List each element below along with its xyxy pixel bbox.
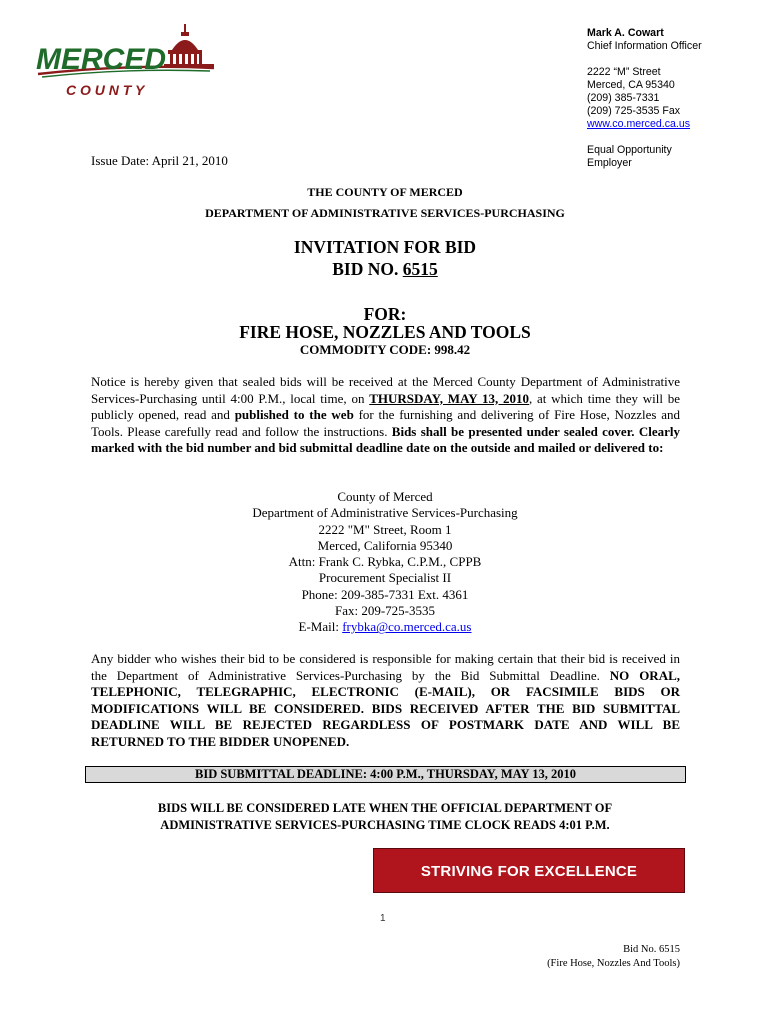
contact-block [587,27,762,170]
contact-name: Mark A. Cowart [587,27,664,39]
notice-deadline-date: THURSDAY, MAY 13, 2010 [369,390,529,406]
contact-title: Chief Information Officer [587,40,702,52]
page-number: 1 [380,913,386,924]
address-line: Attn: Frank C. Rybka, C.P.M., CPPB [288,554,482,570]
late-notice [90,800,680,834]
warning-paragraph [91,651,680,751]
bid-no-label: BID NO. [332,259,403,279]
courthouse-dome-icon [36,24,216,100]
logo-word-merced: MERCED [36,43,167,76]
bid-number-heading [90,258,680,280]
address-line: Phone: 209-385-7331 Ext. 4361 [301,586,469,602]
eeo-line2: Employer [587,157,632,169]
issue-date: Issue Date: April 21, 2010 [91,153,228,168]
contact-city: Merced, CA 95340 [587,79,675,91]
address-line: Fax: 209-725-3535 [334,603,436,619]
contact-phone: (209) 385-7331 [587,92,660,104]
contact-fax: (209) 725-3535 Fax [587,105,681,117]
footer-title: (Fire Hose, Nozzles And Tools) [547,957,680,969]
footer-bid-no: Bid No. 6515 [623,944,680,955]
notice-instructions: Bids shall be presented under sealed cover. Clearly marked with the bid number and bid submittal deadline date on the outside and mailed or delivered to: [91,423,680,456]
eeo-line1: Equal Opportunity [587,144,672,156]
warning-text: Any bidder who wishes their bid to be considered is responsible for making certain that their bid is received in the Department of Administrative Services-Purchasing by the Bid Submittal Deadline. [91,651,680,683]
merced-county-logo [36,24,216,100]
warning-bold-text: NO ORAL, TELEPHONIC, TELEGRAPHIC, ELECTRONIC (E-MAIL), OR FACSIMILE BIDS OR MODIFICATIONS WILL BE CONSIDERED. BIDS RECEIVED AFTER THE BID SUBMITTAL DEADLINE WILL BE REJECTED REGARDLESS OF POSTMARK DATE AND WILL BE RETURNED TO THE BIDDER UNOPENED. [91,667,680,749]
late-notice-line1: BIDS WILL BE CONSIDERED LATE WHEN THE OFFICIAL DEPARTMENT OF [157,801,613,815]
email-link[interactable]: frybka@co.merced.ca.us [342,619,472,635]
dept-line1: THE COUNTY OF MERCED [307,185,463,199]
logo-word-county: C O U N T Y [66,82,145,98]
notice-text-b: , at which time they will be publicly opened, read and [91,390,681,423]
email-label: E-Mail: [298,619,343,635]
for-title: FIRE HOSE, NOZZLES AND TOOLS [239,322,531,342]
for-label: FOR: [363,304,407,324]
address-line: 2222 "M" Street, Room 1 [318,521,452,537]
address-line: County of Merced [337,489,433,504]
late-notice-line2: ADMINISTRATIVE SERVICES-PURCHASING TIME CLOCK READS 4:01 P.M. [160,818,610,832]
address-line: Department of Administrative Services-Purchasing [252,505,518,521]
notice-text-a: Notice is hereby given that sealed bids will be received at the Merced County Department of Administrative Services-Purchasing until 4:00 P.M., local time, on [91,374,680,406]
footer [480,943,680,970]
address-email-line [90,619,680,635]
bid-deadline-box: BID SUBMITTAL DEADLINE: 4:00 P.M., THURSDAY, MAY 13, 2010 [85,766,686,783]
notice-paragraph [91,374,680,457]
mailing-address [90,489,680,636]
striving-banner: STRIVING FOR EXCELLENCE [373,848,685,893]
notice-text-c: for the furnishing and delivering of Fire Hose, Nozzles and Tools. Please carefully read and follow the instructions. [91,407,680,439]
website-link[interactable]: www.co.merced.ca.us [587,118,691,130]
address-line: Merced, California 95340 [317,537,453,553]
address-line: Procurement Specialist II [318,570,452,586]
dept-line2: DEPARTMENT OF ADMINISTRATIVE SERVICES-PURCHASING [205,206,565,220]
ifb-title: INVITATION FOR BID [293,237,477,257]
contact-street: 2222 “M” Street [587,66,661,78]
commodity-code: COMMODITY CODE: 998.42 [299,342,471,357]
notice-web-text: published to the web [234,407,354,423]
bid-no-value: 6515 [402,259,438,279]
